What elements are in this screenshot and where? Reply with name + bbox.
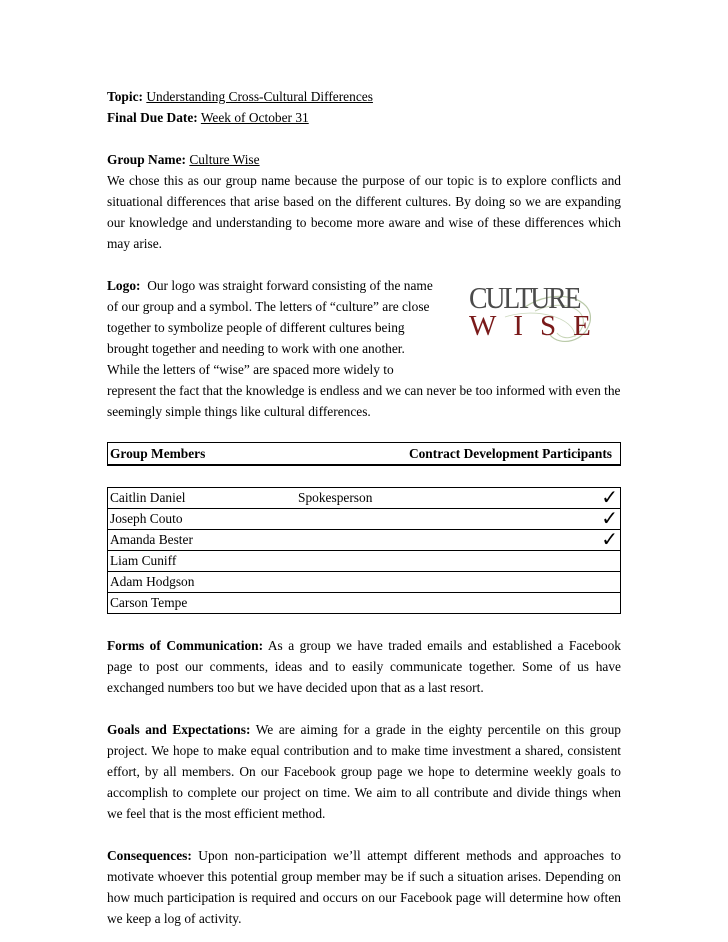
member-name: Caitlin Daniel: [108, 488, 297, 509]
member-role: Spokesperson: [296, 488, 550, 509]
logo-desc-rest: represent the fact that the knowledge is endless and we can never be too informed with even the seemingly simple things like cultural differences.: [107, 383, 621, 419]
group-name-value: Culture Wise: [189, 152, 260, 167]
goals-label: Goals and Expectations:: [107, 722, 251, 737]
members-header-left: Group Members: [110, 446, 206, 461]
topic-line: [107, 86, 621, 107]
logo-wise-text: WISE: [469, 310, 608, 342]
checkmark-icon: ✓: [601, 485, 618, 509]
document-page: [107, 86, 621, 929]
goals-paragraph: [107, 719, 621, 824]
topic-label: Topic:: [107, 89, 143, 104]
members-header-right: Contract Development Participants: [408, 446, 612, 461]
logo-label: Logo:: [107, 278, 141, 293]
group-name-line: [107, 149, 621, 170]
member-name: Liam Cuniff: [108, 551, 297, 572]
member-role: [296, 530, 550, 551]
communication-paragraph: [107, 635, 621, 698]
member-name: Carson Tempe: [108, 593, 297, 614]
logo-section: [107, 275, 621, 380]
due-date-value: Week of October 31: [200, 110, 309, 125]
logo-desc-2: of our group and a symbol. The letters of “culture” are close: [107, 299, 430, 314]
member-role: [296, 593, 550, 614]
member-role: [296, 572, 550, 593]
consequences-text: Upon non-participation we’ll attempt different methods and approaches to motivate whoever this potential group member may be if such a situation arises. Depending on how much participation is required and occurs on our Facebook page will determine how often we keep a log of activity.: [107, 848, 621, 926]
logo-desc-5: While the letters of “wise” are spaced more widely to: [107, 362, 394, 377]
group-name-description: We chose this as our group name because the purpose of our topic is to explore conflicts and situational differences that arise based on the different cultures. By doing so we are expanding our knowledge and understanding to become more aware and wise of these differences which may arise.: [107, 173, 621, 251]
members-table: [107, 487, 621, 614]
checkmark-icon: ✓: [601, 527, 618, 551]
communication-text: As a group we have traded emails and established a Facebook page to post our comments, ideas and to easily communicate together. Some of us have exchanged numbers too but we have decided upon that as a last resort.: [107, 638, 621, 695]
logo-line-1: [107, 275, 462, 296]
due-date-label: Final Due Date:: [107, 110, 198, 125]
table-row: [108, 488, 621, 509]
logo-desc-4: brought together and needing to work with one another.: [107, 341, 405, 356]
consequences-label: Consequences:: [107, 848, 192, 863]
checkmark-icon: ✓: [601, 506, 618, 530]
logo-culture-text: CULTURE: [469, 280, 580, 315]
table-row: [108, 530, 621, 551]
table-row: [108, 593, 621, 614]
table-row: [108, 572, 621, 593]
member-role: [296, 551, 550, 572]
due-date-line: [107, 107, 621, 128]
consequences-paragraph: [107, 845, 621, 929]
members-header: [107, 442, 621, 466]
logo-desc-3: together to symbolize people of different cultures being: [107, 320, 405, 335]
topic-value: Understanding Cross-Cultural Differences: [146, 89, 373, 104]
group-name-label: Group Name:: [107, 152, 186, 167]
member-name: Amanda Bester: [108, 530, 297, 551]
member-name: Adam Hodgson: [108, 572, 297, 593]
table-row: [108, 551, 621, 572]
member-name: Joseph Couto: [108, 509, 297, 530]
goals-text: We are aiming for a grade in the eighty percentile on this group project. We hope to make equal contribution and to make time investment a shared, consistent effort, by all members. On our Facebook group page we hope to determine weekly goals to accomplish to complete our project on time. We aim to all contribute and divide things when we feel that is the most efficient method.: [107, 722, 621, 821]
member-role: [296, 509, 550, 530]
communication-label: Forms of Communication:: [107, 638, 264, 653]
table-row: [108, 509, 621, 530]
logo-desc-1: Our logo was straight forward consisting of the name: [147, 278, 433, 293]
culture-wise-logo: [465, 277, 608, 355]
